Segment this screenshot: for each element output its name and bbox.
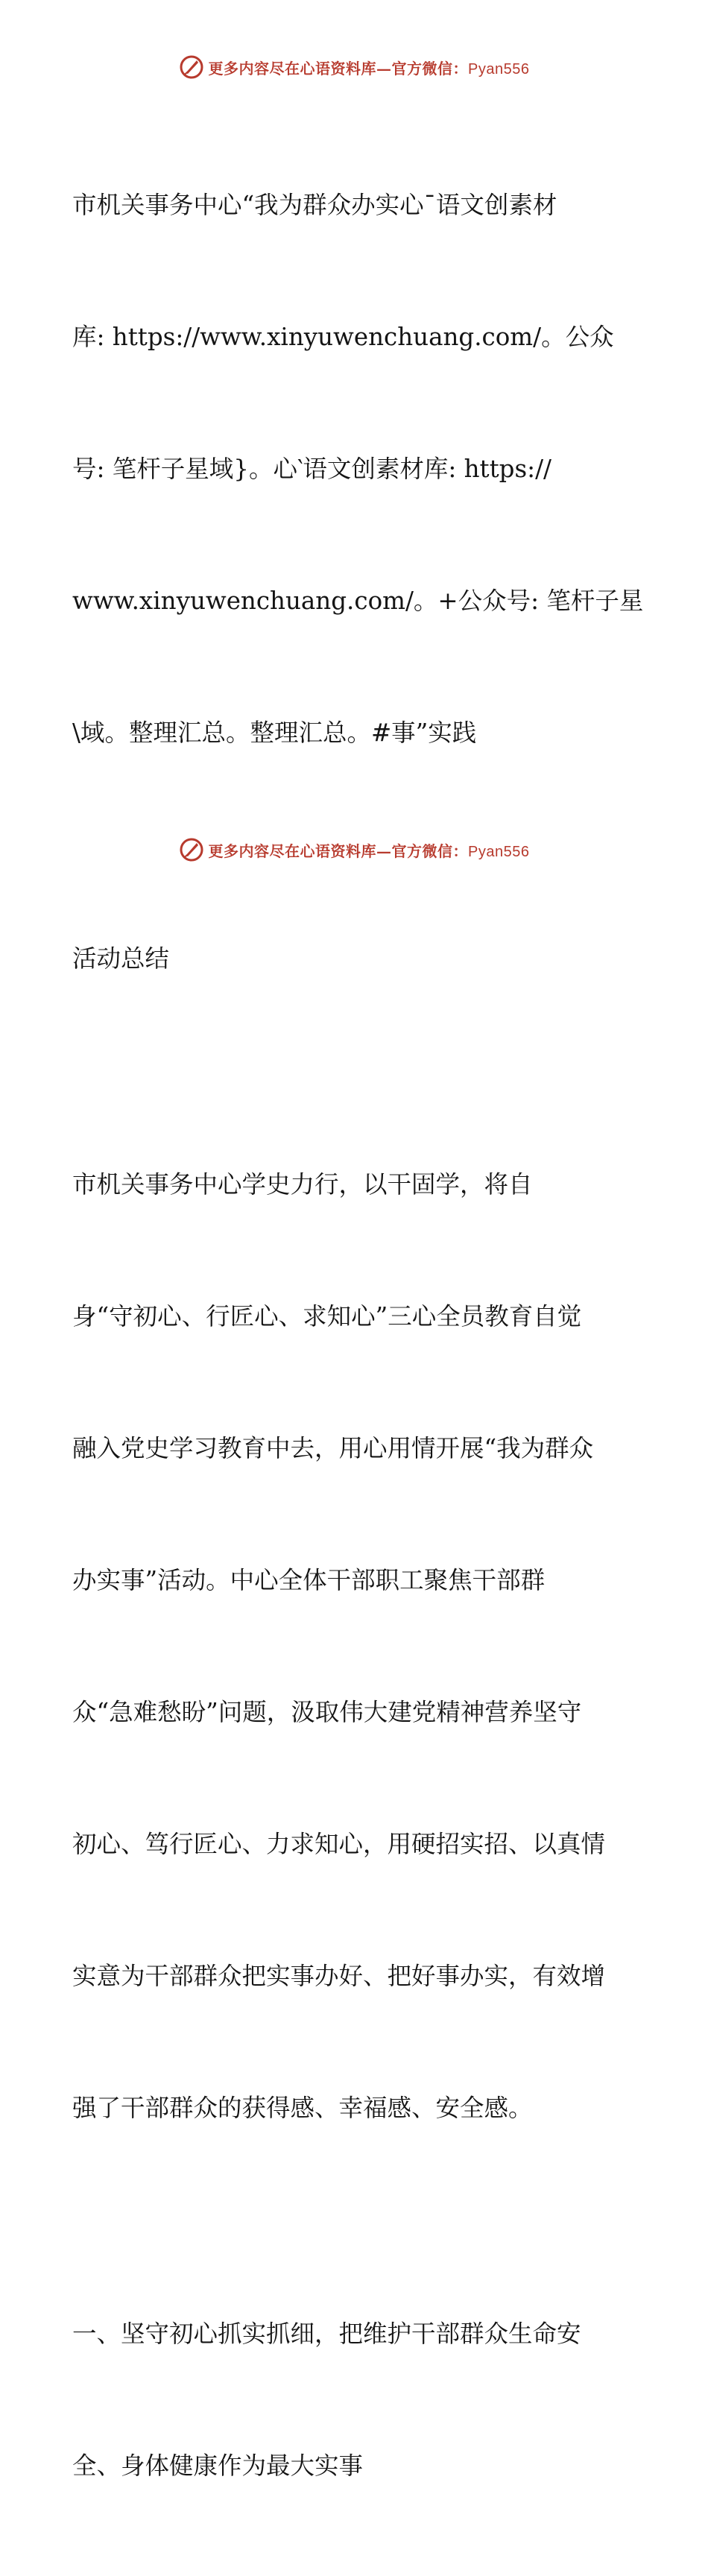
watermark-banner-top (0, 52, 708, 82)
body-line: 融入党史学习教育中去，用心用情开展“我为群众 (72, 1434, 594, 1462)
body-line: 办实事”活动。中心全体干部职工聚焦干部群 (72, 1566, 546, 1594)
title-line: 号: 笔杆子星域}。心‵语文创素材库: https:// (72, 455, 552, 483)
feather-pen-circle-icon (179, 837, 204, 862)
watermark-text: 更多内容尽在心语资料库—官方微信：Pyan556 (208, 59, 530, 78)
body-line: 市机关事务中心学史力行，以干固学，将自 (72, 1170, 533, 1199)
title-line: 库: https://www.xinyuwenchuang.com/。公众 (72, 323, 614, 351)
body-line: 众“急难愁盼”问题，汲取伟大建党精神营养坚守 (72, 1698, 582, 1726)
body-paragraph (72, 1075, 639, 2218)
title-line: www.xinyuwenchuang.com/。+公众号: 笔杆子星 (72, 587, 644, 615)
section-heading (72, 2224, 639, 2576)
section-heading-line: 一、坚守初心抓实抓细，把维护干部群众生命安 (72, 2320, 581, 2348)
document-subtitle (72, 849, 639, 1069)
watermark-text: 更多内容尽在心语资料库—官方微信：Pyan556 (208, 842, 530, 860)
title-line: \域。整理汇总。整理汇总。#事”实践 (72, 719, 477, 747)
section-heading-line: 全、身体健康作为最大实事 (72, 2452, 364, 2480)
body-line: 实意为干部群众把实事办好、把好事办实，有效增 (72, 1962, 606, 1990)
document-title (72, 95, 644, 843)
document-body (72, 95, 644, 2576)
body-line: 强了干部群众的获得感、幸福感、安全感。 (72, 2094, 533, 2122)
watermark-banner-bottom (0, 835, 708, 865)
feather-pen-circle-icon (179, 54, 204, 80)
subtitle-line: 活动总结 (72, 944, 170, 973)
body-line: 身“守初心、行匠心、求知心”三心全员教育自觉 (72, 1302, 582, 1330)
body-line: 初心、笃行匠心、力求知心，用硬招实招、以真情 (72, 1830, 606, 1858)
title-line: 市机关事务中心“我为群众办实心¯语文创素材 (72, 191, 557, 219)
